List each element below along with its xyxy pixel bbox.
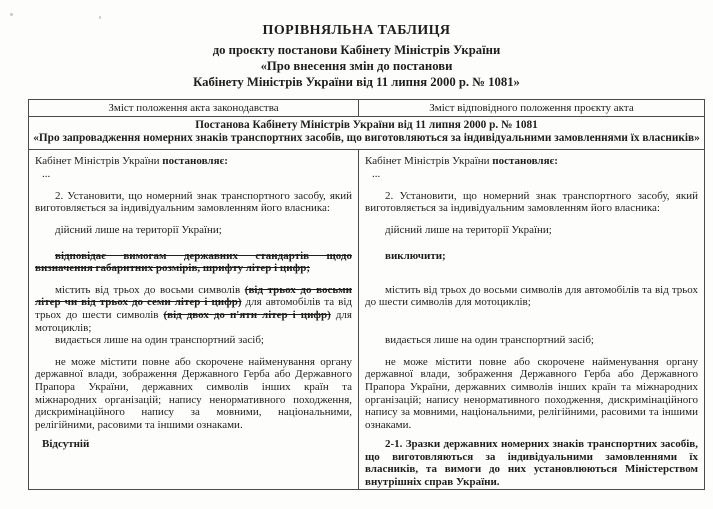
right-exclude-paragraph: виключити; bbox=[385, 249, 446, 262]
row-valid-territory bbox=[29, 224, 705, 250]
table-header-row bbox=[29, 100, 705, 117]
struck-text: (від двох до п'яти літер і цифр) bbox=[163, 308, 331, 321]
left-absent-paragraph: Відсутній bbox=[42, 438, 90, 451]
row-point-2 bbox=[29, 190, 705, 224]
document-title-line-2: до проєкту постанови Кабінету Міністрів України bbox=[212, 43, 501, 57]
left-struck-standards-paragraph: відповідає вимогам державних стандартів щодо визначення габаритних розмірів, шрифту літер і цифр; bbox=[35, 249, 352, 275]
document-title-line-1: ПОРІВНЯЛЬНА ТАБЛИЦЯ bbox=[262, 23, 451, 38]
document-title-line-4: Кабінету Міністрів України від 11 липня 2000 р. № 1081» bbox=[193, 75, 520, 89]
header-cell-legislation: Зміст положення акта законодавства bbox=[29, 100, 359, 117]
right-resolves-paragraph: Кабінет Міністрів України постановляє: bbox=[365, 154, 558, 167]
draft-cell bbox=[359, 250, 705, 284]
left-issued-paragraph: видається лише на один транспортний засіб; bbox=[55, 334, 264, 347]
legislation-cell bbox=[29, 224, 359, 250]
draft-cell bbox=[359, 334, 705, 356]
left-valid-paragraph: дійсний лише на території України; bbox=[55, 223, 222, 236]
draft-cell bbox=[359, 224, 705, 250]
row-standards bbox=[29, 250, 705, 284]
legislation-cell bbox=[29, 190, 359, 224]
act-heading-row bbox=[29, 116, 705, 149]
legislation-cell bbox=[29, 334, 359, 356]
left-symbols-paragraph: містить від трьох до восьми символів (від трьох до восьми літер чи від трьох до семи літер і цифр) для автомобілів та від трьох до шести символів (від двох до п'яти літер і цифр) для мотоциклів; bbox=[35, 283, 352, 334]
left-restrictions-paragraph: не може містити повне або скорочене найменування органу державної влади, зображення Державного Герба або Державного Прапора України, державних символів інших країн та міжнародних організацій; напису ненормативного походження, дискримінаційного напису за мовними, національними, релігійними, расовими та іншими ознаками. bbox=[35, 355, 352, 431]
row-symbols bbox=[29, 284, 705, 334]
right-issued-paragraph: видається лише на один транспортний засіб; bbox=[385, 334, 594, 347]
struck-text: (від трьох до восьми літер чи від трьох до семи літер і цифр) bbox=[35, 283, 352, 309]
legislation-cell bbox=[29, 149, 359, 168]
right-point-2-paragraph: 2. Установити, що номерний знак транспортного засобу, який виготовляється за індивідуальним замовленням його власника: bbox=[365, 189, 698, 215]
legislation-cell bbox=[29, 356, 359, 439]
draft-cell bbox=[359, 438, 705, 489]
row-restrictions bbox=[29, 356, 705, 439]
document-title-block bbox=[0, 0, 713, 90]
left-point-2-paragraph: 2. Установити, що номерний знак транспортного засобу, який виготовляється за індивідуальним замовленням його власника: bbox=[35, 189, 352, 215]
right-symbols-paragraph: містить від трьох до восьми символів для автомобілів та від трьох до шести символів для мотоциклів; bbox=[365, 283, 698, 309]
draft-cell bbox=[359, 356, 705, 439]
act-heading-line-1: Постанова Кабінету Міністрів України від 11 липня 2000 р. № 1081 bbox=[195, 118, 538, 131]
legislation-cell bbox=[29, 438, 359, 489]
draft-cell bbox=[359, 284, 705, 334]
right-ellipsis: ... bbox=[372, 168, 381, 181]
header-cell-draft: Зміст відповідного положення проєкту акта bbox=[359, 100, 705, 117]
legislation-cell bbox=[29, 168, 359, 190]
comparison-table bbox=[28, 99, 705, 490]
scan-speck bbox=[10, 13, 13, 16]
legislation-cell bbox=[29, 284, 359, 334]
scan-speck bbox=[99, 16, 101, 19]
draft-cell bbox=[359, 190, 705, 224]
row-ellipsis bbox=[29, 168, 705, 190]
act-heading-cell bbox=[29, 116, 705, 149]
draft-cell bbox=[359, 168, 705, 190]
right-valid-paragraph: дійсний лише на території України; bbox=[385, 223, 552, 236]
row-new-provision bbox=[29, 438, 705, 489]
left-resolves-paragraph: Кабінет Міністрів України постановляє: bbox=[35, 154, 228, 167]
right-new-provision-paragraph: 2-1. Зразки державних номерних знаків транспортних засобів, що виготовляються за індивідуальними замовленнями їх власників, та вимоги до них установлюються Міністерством внутрішніх справ України. bbox=[365, 438, 698, 489]
row-issued-one bbox=[29, 334, 705, 356]
document-title-line-3: «Про внесення змін до постанови bbox=[260, 59, 453, 73]
legislation-cell bbox=[29, 250, 359, 284]
right-restrictions-paragraph: не може містити повне або скорочене найменування органу державної влади, зображення Державного Герба або Державного Прапора України, державних символів інших країн та міжнародних організацій; напису ненормативного походження, дискримінаційного напису за мовними, національними, релігійними, расовими та іншими ознаками. bbox=[365, 355, 698, 431]
left-ellipsis: ... bbox=[42, 168, 51, 181]
draft-cell bbox=[359, 149, 705, 168]
row-resolves bbox=[29, 149, 705, 168]
act-heading-line-2: «Про запровадження номерних знаків транспортних засобів, що виготовляються за індивідуальними замовленнями їх власників» bbox=[33, 132, 700, 145]
